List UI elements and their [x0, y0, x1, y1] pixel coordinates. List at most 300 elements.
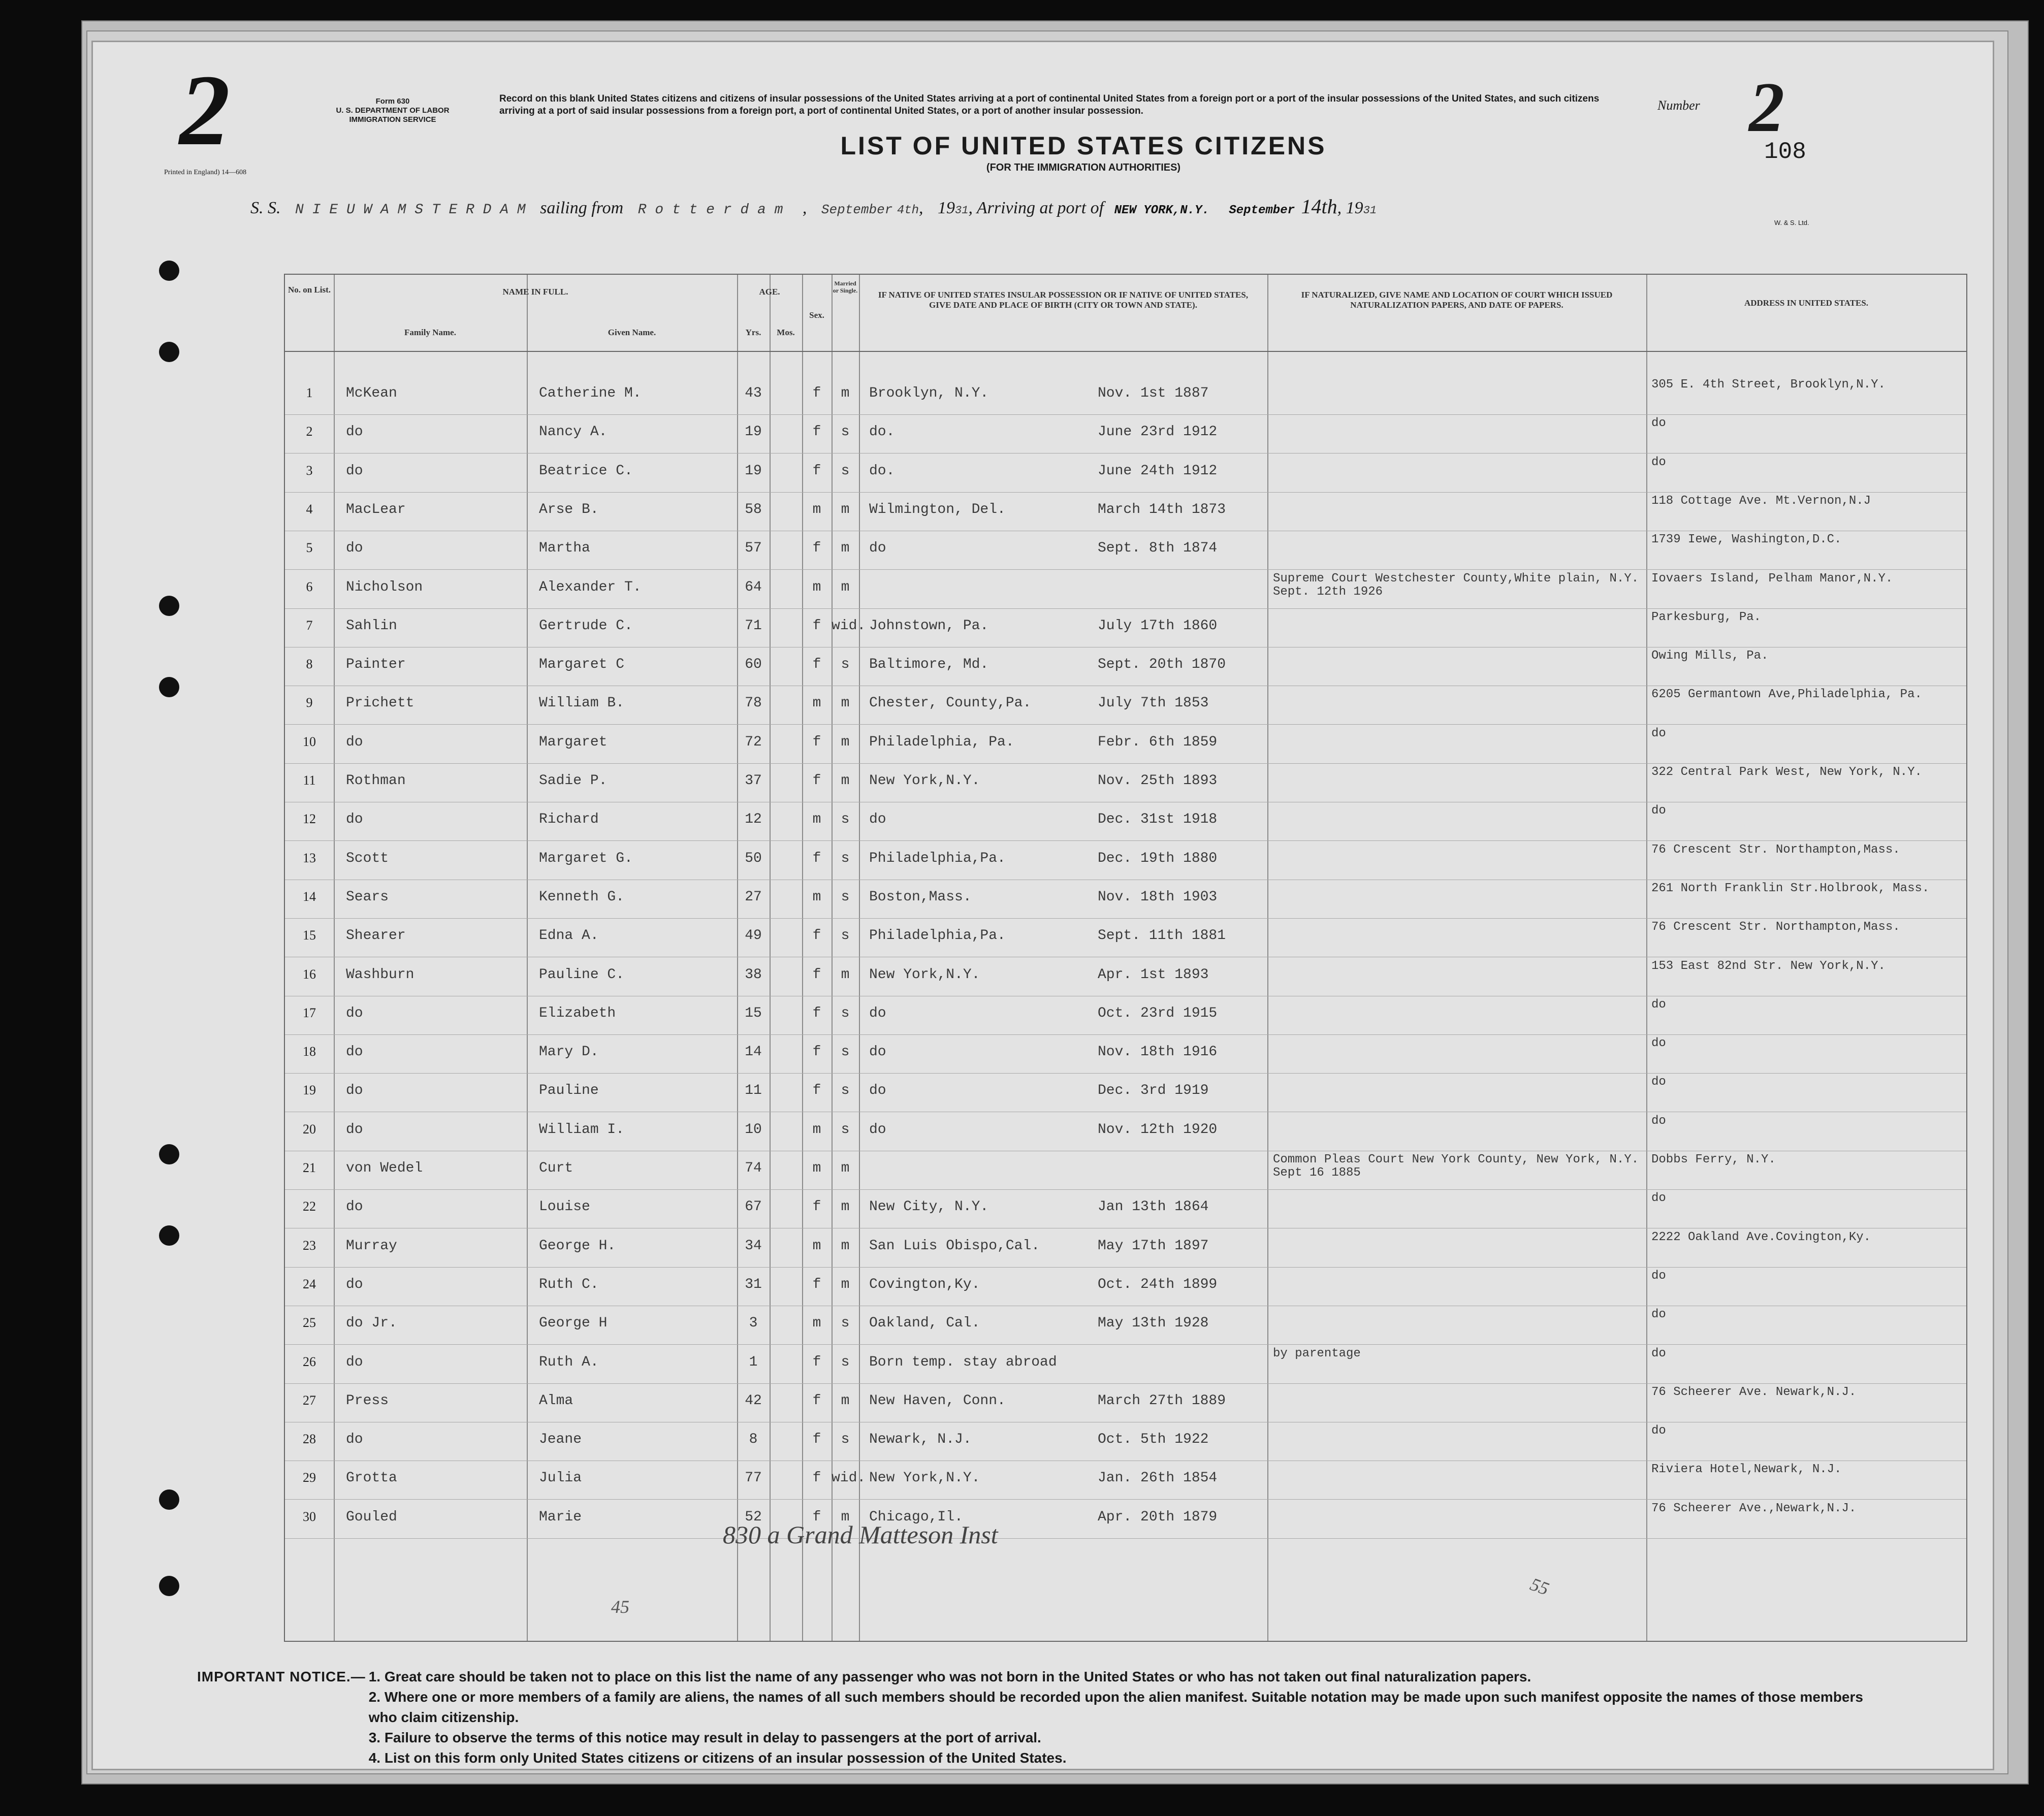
cell-family: Sahlin [346, 618, 397, 634]
cell-ms: s [841, 1121, 850, 1138]
cell-sex: f [812, 463, 821, 479]
cell-family: do [346, 1276, 363, 1292]
cell-family: Grotta [346, 1470, 397, 1486]
cell-family: Gouled [346, 1509, 397, 1525]
cell-date: Dec. 19th 1880 [1098, 850, 1218, 866]
cell-given: George H. [539, 1238, 616, 1254]
table-row [285, 1268, 1966, 1306]
cell-age: 74 [745, 1160, 762, 1176]
cell-given: Mary D. [539, 1044, 599, 1060]
cell-place: Born temp. stay abroad [869, 1354, 1057, 1370]
col-name-in-full: NAME IN FULL. [502, 287, 568, 297]
cell-no: 20 [303, 1121, 316, 1137]
sailing-label: sailing from [540, 199, 624, 217]
table-row [285, 1384, 1966, 1422]
col-no: No. on List. [288, 285, 331, 295]
table-row [285, 1461, 1966, 1500]
cell-no: 23 [303, 1238, 316, 1253]
cell-family: do [346, 1005, 363, 1021]
cell-age: 42 [745, 1392, 762, 1409]
cell-address: 118 Cottage Ave. Mt.Vernon,N.J [1651, 494, 1871, 508]
cell-sex: m [812, 1238, 821, 1254]
cell-given: Margaret C [539, 657, 625, 673]
cell-date: Jan. 26th 1854 [1098, 1470, 1218, 1486]
cell-address: Owing Mills, Pa. [1651, 649, 1769, 663]
cell-given: Arse B. [539, 501, 599, 517]
cell-ms: m [841, 966, 850, 983]
cell-date: Dec. 31st 1918 [1098, 812, 1218, 828]
cell-given: Jeane [539, 1432, 582, 1448]
cell-date: Oct. 23rd 1915 [1098, 1005, 1218, 1021]
table-row [285, 493, 1966, 531]
cell-address: 76 Scheerer Ave. Newark,N.J. [1651, 1385, 1857, 1399]
cell-no: 30 [303, 1509, 316, 1524]
cell-date: Nov. 12th 1920 [1098, 1121, 1218, 1138]
cell-place: New York,N.Y. [869, 966, 980, 983]
cell-address: do [1651, 997, 1666, 1012]
cell-given: Julia [539, 1470, 582, 1486]
cell-address: do [1651, 416, 1666, 431]
cell-no: 22 [303, 1199, 316, 1214]
cell-ms: m [841, 579, 850, 595]
cell-address: 1739 Iewe, Washington,D.C. [1651, 533, 1842, 547]
cell-ms: wid. [832, 618, 866, 634]
cell-given: Martha [539, 540, 590, 557]
cell-address: Riviera Hotel,Newark, N.J. [1651, 1463, 1842, 1477]
cell-ms: m [841, 540, 850, 557]
table-row [285, 1229, 1966, 1268]
form-number: Form 630 [375, 97, 410, 106]
cell-sex: f [812, 1276, 821, 1292]
cell-given: George H [539, 1315, 608, 1332]
cell-ms: m [841, 385, 850, 401]
cell-place: New York,N.Y. [869, 1470, 980, 1486]
cell-sex: f [812, 1432, 821, 1448]
cell-place: do. [869, 463, 895, 479]
cell-ms: s [841, 1005, 850, 1021]
cell-place: do [869, 540, 886, 557]
cell-age: 19 [745, 463, 762, 479]
cell-no: 27 [303, 1392, 316, 1408]
cell-age: 71 [745, 618, 762, 634]
cell-family: Sears [346, 889, 389, 905]
table-row [285, 1500, 1966, 1539]
table-row [285, 958, 1966, 996]
cell-no: 28 [303, 1432, 316, 1447]
cell-no: 25 [303, 1315, 316, 1331]
cell-date: March 27th 1889 [1098, 1392, 1226, 1409]
table-row [285, 996, 1966, 1035]
cell-ms: m [841, 1276, 850, 1292]
cell-no: 11 [303, 773, 316, 788]
cell-sex: f [812, 1470, 821, 1486]
cell-age: 38 [745, 966, 762, 983]
cell-no: 29 [303, 1470, 316, 1485]
table-row [285, 764, 1966, 802]
cell-ms: s [841, 1432, 850, 1448]
table-row [285, 609, 1966, 647]
cell-date: May 17th 1897 [1098, 1238, 1209, 1254]
cell-date: July 17th 1860 [1098, 618, 1218, 634]
cell-age: 3 [749, 1315, 758, 1332]
cell-family: do [346, 734, 363, 750]
department: U. S. DEPARTMENT OF LABOR [336, 106, 450, 115]
cell-address: 305 E. 4th Street, Brooklyn,N.Y. [1651, 378, 1886, 392]
cell-age: 1 [749, 1354, 758, 1370]
cell-family: Nicholson [346, 579, 423, 595]
cell-no: 19 [303, 1083, 316, 1098]
cell-place: Philadelphia,Pa. [869, 928, 1006, 944]
cell-ms: s [841, 1354, 850, 1370]
cell-sex: f [812, 734, 821, 750]
cell-age: 67 [745, 1199, 762, 1215]
col-naturalized: IF NATURALIZED, GIVE NAME AND LOCATION OF COURT WHICH ISSUED NATURALIZATION PAPERS, AND DATE OF PAPERS. [1301, 290, 1613, 310]
cell-age: 27 [745, 889, 762, 905]
cell-family: von Wedel [346, 1160, 423, 1176]
cell-place: New Haven, Conn. [869, 1392, 1006, 1409]
service: IMMIGRATION SERVICE [349, 115, 436, 124]
cell-place: San Luis Obispo,Cal. [869, 1238, 1040, 1254]
col-yrs: Yrs. [745, 328, 761, 337]
cell-age: 57 [745, 540, 762, 557]
col-given-name: Given Name. [608, 328, 656, 337]
cell-ms: m [841, 501, 850, 517]
cell-date: June 24th 1912 [1098, 463, 1218, 479]
cell-no: 15 [303, 928, 316, 943]
cell-given: Elizabeth [539, 1005, 616, 1021]
cell-age: 52 [745, 1509, 762, 1525]
cell-age: 49 [745, 928, 762, 944]
cell-ms: m [841, 1509, 850, 1525]
cell-given: Nancy A. [539, 424, 608, 440]
arrival-day: 14th [1301, 195, 1337, 218]
cell-no: 14 [303, 889, 316, 904]
cell-date: Nov. 18th 1916 [1098, 1044, 1218, 1060]
table-row [285, 802, 1966, 841]
cell-address: 2222 Oakland Ave.Covington,Ky. [1651, 1230, 1871, 1244]
punch-hole [159, 1489, 179, 1510]
cell-no: 5 [306, 540, 313, 556]
cell-address: Parkesburg, Pa. [1651, 610, 1762, 624]
punch-hole [159, 677, 179, 697]
cell-age: 8 [749, 1432, 758, 1448]
cell-family: Shearer [346, 928, 406, 944]
cell-address: do [1651, 1036, 1666, 1051]
cell-given: Margaret [539, 734, 608, 750]
cell-address: 6205 Germantown Ave,Philadelphia, Pa. [1651, 688, 1922, 702]
departure-port: R o t t e r d a m [637, 202, 783, 218]
table-row [285, 570, 1966, 609]
cell-sex: f [812, 540, 821, 557]
cell-date: July 7th 1853 [1098, 695, 1209, 711]
cell-place: Philadelphia, Pa. [869, 734, 1014, 750]
col-married-single: Married or Single. [833, 280, 858, 294]
cell-ms: m [841, 1199, 850, 1215]
table-row [285, 376, 1966, 415]
record-notice: Record on this blank United States citizens and citizens of insular possessions of the United States arriving at a port of continental United States from a foreign port or a port of the insular possessions of the United States, and such citizens arriving at a port of said insular possessions from a foreign port, a port of continental United States, or a port of another insular possession. [499, 93, 1600, 116]
arrival-month: September [1229, 204, 1295, 217]
cell-date: Oct. 5th 1922 [1098, 1432, 1209, 1448]
tally-left: 45 [611, 1597, 629, 1617]
cell-sex: f [812, 657, 821, 673]
cell-family: do [346, 1432, 363, 1448]
table-row [285, 1151, 1966, 1190]
cell-age: 34 [745, 1238, 762, 1254]
number-value: 2 [1749, 68, 1784, 147]
punch-hole [159, 1576, 179, 1596]
cell-nat: Common Pleas Court New York County, New York, N.Y. Sept 16 1885 [1273, 1153, 1639, 1180]
cell-address: do [1651, 1269, 1666, 1283]
cell-given: Louise [539, 1199, 590, 1215]
cell-family: do [346, 1083, 363, 1099]
cell-age: 50 [745, 850, 762, 866]
table-row [285, 841, 1966, 880]
tally-right: 55 [1527, 1574, 1552, 1599]
cell-ms: s [841, 1315, 850, 1332]
voyage-line: S. S. N I E U W A M S T E R D A M sailing from R o t t e r d a m , September 4th, 1931, Arriving at port of NEW YORK,N.Y. September 14th, 1931 [250, 195, 1377, 218]
cell-address: 76 Scheerer Ave.,Newark,N.J. [1651, 1501, 1857, 1515]
cell-ms: s [841, 424, 850, 440]
cell-ms: m [841, 695, 850, 711]
cell-sex: m [812, 1121, 821, 1138]
table-row [285, 919, 1966, 957]
punch-hole [159, 261, 179, 281]
handwritten-address: 830 a Grand Matteson Inst [723, 1520, 998, 1549]
cell-given: Beatrice C. [539, 463, 633, 479]
cell-given: William B. [539, 695, 625, 711]
cell-address: do [1651, 1424, 1666, 1438]
cell-age: 37 [745, 773, 762, 789]
cell-given: Ruth A. [539, 1354, 599, 1370]
cell-no: 3 [306, 463, 313, 478]
arriving-label: Arriving at port of [976, 199, 1104, 217]
cell-no: 9 [306, 695, 313, 710]
cell-place: Baltimore, Md. [869, 657, 989, 673]
cell-family: Scott [346, 850, 389, 866]
cell-address: do [1651, 726, 1666, 740]
cell-address: do [1651, 1114, 1666, 1128]
cell-age: 12 [745, 812, 762, 828]
col-mos: Mos. [777, 328, 795, 337]
cell-family: do [346, 1044, 363, 1060]
cell-date: Febr. 6th 1859 [1098, 734, 1218, 750]
cell-age: 60 [745, 657, 762, 673]
cell-age: 31 [745, 1276, 762, 1292]
cell-age: 10 [745, 1121, 762, 1138]
cell-age: 78 [745, 695, 762, 711]
cell-sex: f [812, 928, 821, 944]
cell-place: do [869, 1044, 886, 1060]
col-birthplace: IF NATIVE OF UNITED STATES INSULAR POSSESSION OR IF NATIVE OF UNITED STATES, GIVE DATE AND PLACE OF BIRTH (CITY OR TOWN AND STATE). [878, 290, 1249, 310]
cell-place: Chicago,Il. [869, 1509, 963, 1525]
cell-date: Sept. 11th 1881 [1098, 928, 1226, 944]
cell-sex: f [812, 1083, 821, 1099]
cell-sex: m [812, 812, 821, 828]
table-row [285, 1345, 1966, 1384]
cell-place: Oakland, Cal. [869, 1315, 980, 1332]
cell-sex: m [812, 1315, 821, 1332]
table-row [285, 454, 1966, 493]
cell-sex: m [812, 1160, 821, 1176]
cell-age: 58 [745, 501, 762, 517]
cell-sex: f [812, 1354, 821, 1370]
cell-address: 322 Central Park West, New York, N.Y. [1651, 765, 1922, 779]
cell-family: do [346, 1121, 363, 1138]
col-sex: Sex. [809, 310, 824, 320]
cell-family: Murray [346, 1238, 397, 1254]
cell-date: Nov. 1st 1887 [1098, 385, 1209, 401]
cell-family: do [346, 424, 363, 440]
cell-no: 7 [306, 618, 313, 633]
cell-place: Boston,Mass. [869, 889, 972, 905]
cell-given: Marie [539, 1509, 582, 1525]
table-row [285, 415, 1966, 453]
cell-date: Apr. 20th 1879 [1098, 1509, 1218, 1525]
cell-date: Sept. 8th 1874 [1098, 540, 1218, 557]
cell-family: do Jr. [346, 1315, 397, 1332]
cell-date: March 14th 1873 [1098, 501, 1226, 517]
cell-no: 4 [306, 501, 313, 516]
cell-place: Philadelphia,Pa. [869, 850, 1006, 866]
cell-no: 18 [303, 1044, 316, 1059]
table-row [285, 531, 1966, 570]
cell-place: Newark, N.J. [869, 1432, 972, 1448]
cell-date: June 23rd 1912 [1098, 424, 1218, 440]
cell-family: Painter [346, 657, 406, 673]
sheet-number-handwritten: 2 [179, 54, 230, 167]
manifest-sheet [91, 41, 1994, 1770]
notice-item-3: 3. Failure to observe the terms of this notice may result in delay to passengers at the port of arrival. [368, 1730, 1041, 1745]
cell-sex: m [812, 501, 821, 517]
cell-sex: f [812, 850, 821, 866]
cell-ms: s [841, 812, 850, 828]
important-notice [197, 1667, 1883, 1768]
col-family-name: Family Name. [404, 328, 456, 337]
cell-date: Dec. 3rd 1919 [1098, 1083, 1209, 1099]
cell-date: Oct. 24th 1899 [1098, 1276, 1218, 1292]
cell-date: Nov. 18th 1903 [1098, 889, 1218, 905]
cell-given: Kenneth G. [539, 889, 625, 905]
table-row [285, 1035, 1966, 1074]
printed-in: Printed in England) 14—608 [164, 169, 247, 176]
page-title: LIST OF UNITED STATES CITIZENS [840, 132, 1327, 160]
departure-month: September [821, 202, 893, 217]
cell-address: do [1651, 1308, 1666, 1322]
cell-ms: wid. [832, 1470, 866, 1486]
cell-ms: s [841, 1044, 850, 1060]
table-row [285, 1306, 1966, 1345]
cell-given: Curt [539, 1160, 573, 1176]
punch-hole [159, 596, 179, 616]
cell-address: Dobbs Ferry, N.Y. [1651, 1153, 1776, 1166]
table-row [285, 880, 1966, 919]
table-row [285, 647, 1966, 686]
cell-family: McKean [346, 385, 397, 401]
cell-no: 2 [306, 424, 313, 439]
cell-family: Prichett [346, 695, 414, 711]
cell-given: Margaret G. [539, 850, 633, 866]
cell-family: do [346, 540, 363, 557]
cell-place: do [869, 812, 886, 828]
cell-place: do [869, 1005, 886, 1021]
cell-sex: f [812, 424, 821, 440]
ship-name: N I E U W A M S T E R D A M [295, 202, 526, 218]
cell-no: 26 [303, 1354, 316, 1369]
cell-ms: s [841, 657, 850, 673]
form-block [316, 97, 469, 124]
departure-year-prefix: 19 [938, 199, 955, 217]
cell-address: 76 Crescent Str. Northampton,Mass. [1651, 842, 1900, 857]
table-row [285, 1190, 1966, 1228]
cell-date: May 13th 1928 [1098, 1315, 1209, 1332]
cell-address: 76 Crescent Str. Northampton,Mass. [1651, 920, 1900, 934]
cell-family: Press [346, 1392, 389, 1409]
cell-given: Alexander T. [539, 579, 642, 595]
table-row [285, 725, 1966, 764]
cell-age: 15 [745, 1005, 762, 1021]
punch-hole [159, 1225, 179, 1246]
cell-place: New York,N.Y. [869, 773, 980, 789]
cell-address: do [1651, 1075, 1666, 1089]
printer-mark: W. & S. Ltd. [1774, 219, 1809, 226]
cell-place: do [869, 1121, 886, 1138]
cell-place: Johnstown, Pa. [869, 618, 989, 634]
punch-hole [159, 1144, 179, 1164]
cell-family: do [346, 812, 363, 828]
arrival-year-prefix: 19 [1346, 199, 1363, 217]
cell-family: MacLear [346, 501, 406, 517]
cell-family: do [346, 463, 363, 479]
cell-ms: m [841, 734, 850, 750]
cell-nat: Supreme Court Westchester County,White plain, N.Y. Sept. 12th 1926 [1273, 571, 1639, 599]
cell-ms: s [841, 1083, 850, 1099]
cell-ms: s [841, 850, 850, 866]
cell-given: William I. [539, 1121, 625, 1138]
departure-year-suffix: 31 [955, 204, 969, 217]
cell-no: 24 [303, 1276, 316, 1291]
cell-no: 21 [303, 1160, 316, 1175]
cell-sex: f [812, 773, 821, 789]
cell-sex: f [812, 1392, 821, 1409]
cell-given: Pauline [539, 1083, 599, 1099]
cell-age: 11 [745, 1083, 762, 1099]
table-row [285, 686, 1966, 725]
cell-place: Wilmington, Del. [869, 501, 1006, 517]
ss-label: S. S. [250, 199, 281, 217]
page-number: 108 [1764, 139, 1806, 165]
cell-ms: s [841, 889, 850, 905]
cell-given: Alma [539, 1392, 573, 1409]
manifest-table [284, 274, 1967, 1642]
cell-ms: s [841, 928, 850, 944]
arrival-year-suffix: 31 [1363, 204, 1377, 217]
cell-date: Nov. 25th 1893 [1098, 773, 1218, 789]
cell-sex: m [812, 695, 821, 711]
cell-given: Gertrude C. [539, 618, 633, 634]
cell-no: 17 [303, 1005, 316, 1020]
cell-place: Brooklyn, N.Y. [869, 385, 989, 401]
cell-date: Jan 13th 1864 [1098, 1199, 1209, 1215]
cell-sex: f [812, 966, 821, 983]
notice-item-2: 2. Where one or more members of a family are aliens, the names of all such members should be recorded upon the alien manifest. Suitable notation may be made upon such manifest opposite the names of those members who claim citizenship. [368, 1689, 1863, 1725]
cell-sex: f [812, 1199, 821, 1215]
cell-no: 6 [306, 579, 313, 594]
departure-day: 4th [897, 204, 919, 217]
cell-ms: s [841, 463, 850, 479]
cell-sex: f [812, 1005, 821, 1021]
cell-age: 43 [745, 385, 762, 401]
cell-ms: m [841, 1392, 850, 1409]
